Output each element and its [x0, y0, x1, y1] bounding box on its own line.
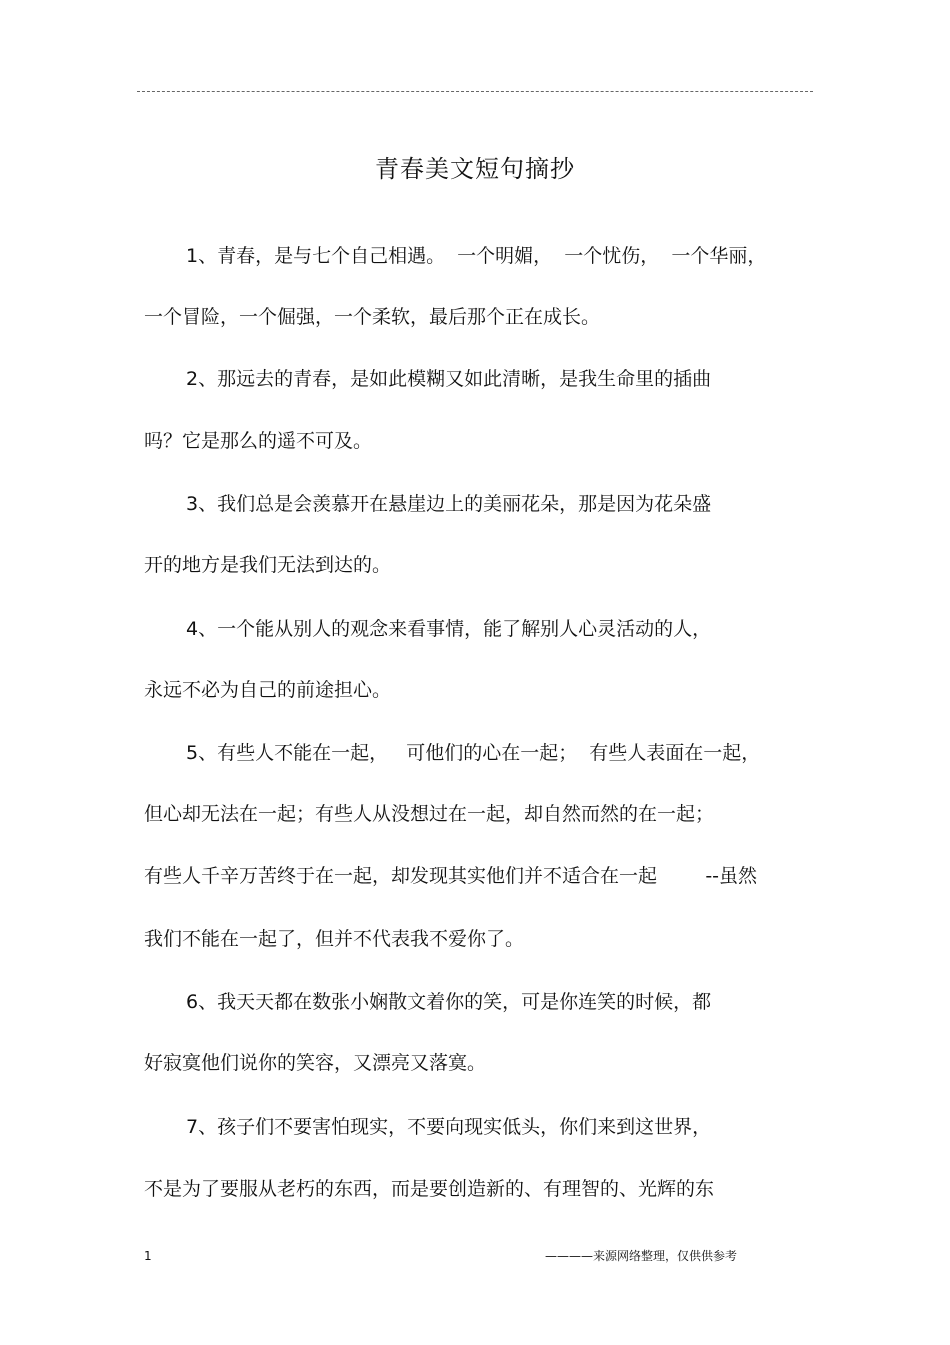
body-line: 但心却无法在一起；有些人从没想过在一起，却自然而然的在一起； — [144, 803, 715, 825]
body-line: 6、我天天都在数张小娴散文着你的笑，可是你连笑的时候，都 — [186, 991, 712, 1013]
header-rule — [137, 91, 813, 92]
page-number: 1 — [144, 1249, 152, 1263]
body-line: 7、孩子们不要害怕现实，不要向现实低头，你们来到这世界， — [186, 1116, 712, 1138]
body-line: 好寂寞他们说你的笑容，又漂亮又落寞。 — [144, 1052, 487, 1074]
body-line: 一个冒险，一个倔强，一个柔软，最后那个正在成长。 — [144, 306, 601, 328]
body-line: 5、有些人不能在一起， 可他们的心在一起； 有些人表面在一起， — [186, 742, 761, 764]
body-line: 有些人千辛万苦终于在一起，却发现其实他们并不适合在一起 --虽然 — [144, 865, 758, 887]
body-line: 我们不能在一起了，但并不代表我不爱你了。 — [144, 928, 525, 950]
body-line: 3、我们总是会羡慕开在悬崖边上的美丽花朵，那是因为花朵盛 — [186, 493, 712, 515]
body-line: 2、那远去的青春，是如此模糊又如此清晰，是我生命里的插曲 — [186, 368, 712, 390]
body-line: 吗？它是那么的遥不可及。 — [144, 430, 373, 452]
body-line: 1、青春，是与七个自己相遇。 一个明媚， 一个忧伤， 一个华丽， — [186, 245, 767, 267]
footer-note: ————来源网络整理，仅供供参考 — [545, 1249, 738, 1263]
body-line: 不是为了要服从老朽的东西，而是要创造新的、有理智的、光辉的东 — [144, 1178, 715, 1200]
document-title: 青春美文短句摘抄 — [375, 155, 575, 183]
body-line: 开的地方是我们无法到达的。 — [144, 554, 392, 576]
body-line: 4、一个能从别人的观念来看事情，能了解别人心灵活动的人， — [186, 618, 712, 640]
body-line: 永远不必为自己的前途担心。 — [144, 679, 392, 701]
